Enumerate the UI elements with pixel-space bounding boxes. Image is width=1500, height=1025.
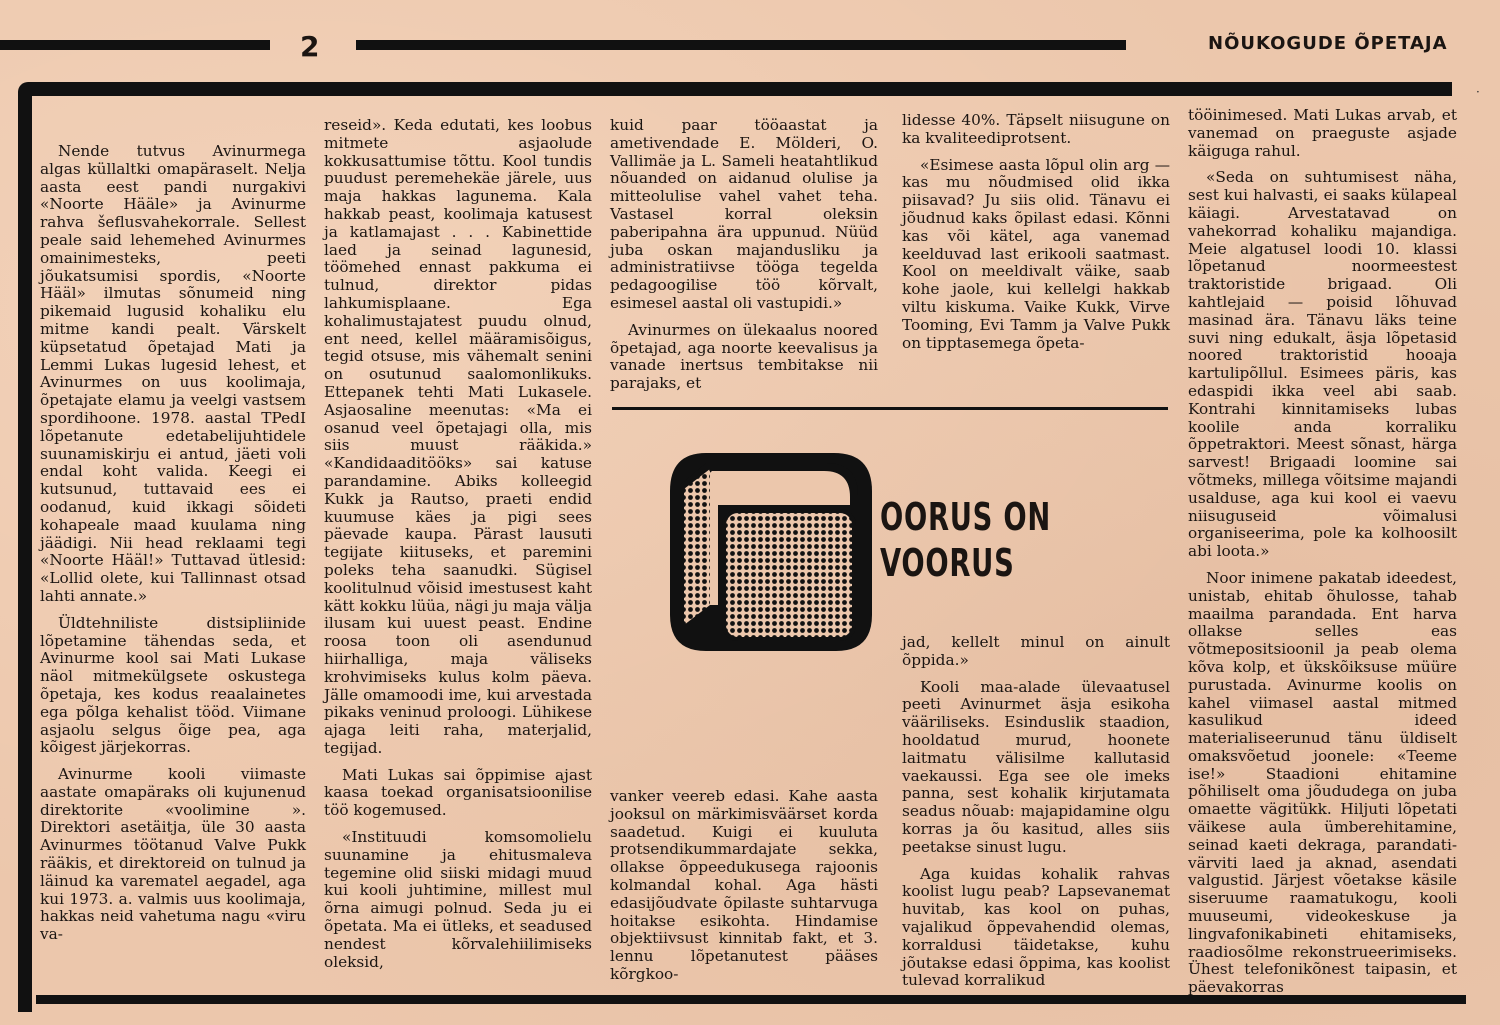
headline-line-1: OORUS ON (880, 495, 1051, 539)
paragraph: Aga kuidas kohalik rahvas koolist lugu peab? Lapsevanemat huvitab, kas kool on puhas, vajalikud õppevahendid olemas, korraldusi täidetakse, kuhu jõutakse edasi õppima, kas koolist tulevad korralikud (902, 864, 1170, 990)
article-column-2 (324, 117, 592, 980)
newspaper-masthead: NÕUKOGUDE ÕPETAJA (1208, 33, 1448, 54)
initial-letter-graphic (666, 445, 876, 655)
paragraph: «Seda on suhtumisest näha, sest kui halvasti, ei saaks külapeal käiagi. Arvestatavad on vahekorrad kohaliku majandiga. Meie algatusel loodi 10. klassi lõpetanud noormeestest traktoristide brigaad. Oli kahtlejaid — poisid lõhuvad masinad ära. Tänavu läks teine suvi ning edukalt, äsja lõpetasid noored traktoristid hooaja kartulipõllul. Esimees päris, kas edaspidi ikka veel abi saab. Kontrahi kinnitamiseks lubas koolile anda korraliku õppetraktori. Meest sõnast, härga sarvest! Brigaadi loomine sai võtmeks, millega võitsime majandi usalduse, aga kui kool ei vaevu niisuguseid võimalusi organiseerima, pole ka kolhoosilt abi loota.» (1188, 168, 1457, 561)
paragraph: «Instituudi komsomolielu suunamine ja ehitusmaleva tegemine olid siiski midagi muud kui kooli juhtimine, millest mul õrna aimugi polnud. Seda ju ei õpetata. Ma ei ütleks, et seadused nendest kõrvalehiilimiseks oleksid, (324, 828, 592, 971)
article-column-4-top (902, 112, 1170, 361)
paragraph: vanker veereb edasi. Kahe aasta jooksul on märkimisväärset korda saadetud. Kuigi ei kuuluta protsendikummardajate sekka, ollakse õppeedukusega rajoonis kolmandal kohal. Aga hästi edasijõudvate õpilaste suhtarvuga hoitakse esikohta. Hindamise objektiivsust kinnitab fakt, et 3. lennu lõpetanutest pääses kõrgkoo- (610, 787, 878, 983)
paragraph: «Esimese aasta lõpul olin arg — kas mu nõudmised olid ikka piisavad? Ju siis olid. Tänavu ei jõudnud kaks õpilast edasi. Kõnni kas või kätel, aga vanemad keelduvad last erikooli saatmast. Kool on meeldivalt väike, saab kohe jaole, kui kellelgi hakkab viltu kiskuma. Vaike Kukk, Virve Tooming, Evi Tamm ja Valve Pukk on tipptasemega õpeta- (902, 155, 1170, 352)
header-rule-center (356, 40, 1126, 50)
page-number: 2 (300, 30, 320, 63)
paragraph: Üldtehniliste distsipliinide lõpetamine tähendas seda, et Avinurme kool sai Mati Lukase näol mitmekülgsete oskustega õpetaja, kes kodus reaalainetes ega põlga kehalist tööd. Viimane asjaolu selgus õige pea, aga kõigest järjekorras. (40, 613, 306, 757)
paragraph: Avinurmes on ülekaalus noored õpetajad, aga noorte keevalisus ja vanade inertsus tembitakse nii parajaks, et (610, 320, 878, 393)
article-column-3-bottom (610, 788, 878, 993)
article-column-5 (1188, 107, 1457, 1006)
frame-top-rule (18, 82, 1452, 96)
paragraph: Avinurme kooli viimaste aastate omapäraks oli kujunenud direktorite «voolimine ». Direktori asetäitja, üle 30 aasta Avinurmes töötanud Valve Pukk rääkis, et direktoreid on tulnud ja läinud ka varematel aegadel, aga kui 1973. a. valmis uus koolimaja, hakkas neid vahetuma nagu «viru va- (40, 765, 306, 944)
margin-mark: · (1476, 85, 1480, 99)
paragraph: Nende tutvus Avinurmega algas küllaltki omapäraselt. Nelja aasta eest pandi nurgakivi «Noorte Hääle» ja Avinurme rahva šeflusvahekorrale. Sellest peale said lehemehed Avinurmes omainimesteks, peeti jõukatsumisi spordis, «Noorte Hääl» ilmutas sõnumeid ning pikemaid lugusid kohaliku elu mitme kandi pealt. Värskelt küpsetatud õpetajad Mati ja Lemmi Lukas lugesid lehest, et Avinurmes on uus koolimaja, õpetajate elamu ja veelgi vastsem spordihoone. 1978. aastal TPedI lõpetanute edetabelijuhtidele suunamiskirju ei antud, jäeti voli endal koht valida. Keegi ei kutsunud, tuttavaid ees ei oodanud, kuid ikkagi sõideti kohapeale maad kuulama ning jäädigi. Nii head reklaami tegi «Noorte Hääl!» Tuttavad ütlesid: «Lollid olete, kui Tallinnast otsad lahti annate.» (40, 142, 306, 605)
paragraph: Kooli maa-alade ülevaatusel peeti Avinurmet äsja esikoha vääriliseks. Esinduslik staadion, hooldatud murud, hoonete laitmatu välisilme kallutasid vaekaussi. Ega see ole imeks panna, sest kohalik kirjutamata seadus nõuab: majapidamine olgu korras ja õu kasitud, alles siis peetakse sinust lugu. (902, 677, 1170, 856)
article-column-3-top (610, 117, 878, 402)
paragraph: kuid paar tööaastat ja ametivendade E. Mölderi, O. Vallimäe ja L. Sameli heatahtlikud nõuanded on aidanud olulise ja mitteolulise vahel vahet teha. Vastasel korral oleksin paberipahna ära uppunud. Nüüd juba oskan majandusliku ja administratiivse tööga tegelda pedagoogilise töö kõrvalt, esimesel aastal oli vastupidi.» (610, 116, 878, 312)
article-headline (880, 494, 1051, 586)
paragraph: jad, kellelt minul on ainult õppida.» (902, 633, 1170, 669)
paragraph: Mati Lukas sai õppimise ajast kaasa toekad organisatsioonilise töö kogemused. (324, 765, 592, 820)
header-rule-left (0, 40, 270, 50)
paragraph: tööinimesed. Mati Lukas arvab, et vanemad on praeguste asjade käiguga rahul. (1188, 106, 1457, 160)
article-column-4-bottom (902, 634, 1170, 999)
section-divider-rule (612, 407, 1168, 410)
headline-line-2: VOORUS (880, 541, 1015, 585)
article-column-1 (40, 143, 306, 953)
paragraph: Noor inimene pakatab ideedest, unistab, ehitab õhulosse, tahab maailma parandada. Ent harva ollakse selles eas võtmepositsioonil ja peab olema kõva kolp, et ükskõiksuse müüre purustada. Avinurme koolis on kahel viimasel aastal mitmed kasulikud ideed materialiseerunud tänu üldiselt omaksvõetud joonele: «Teeme ise!» Staadioni ehitamine põhiliselt oma jõududega on juba omaette vägitükk. Hiljuti lõpetati väikese aula ümberehitamine, seinad kaeti dekraga, parandati-värviti laed ja aknad, asendati valgustid. Järjest võetakse käsile siseruume raamatukogu, kooli muuseumi, videokeskuse ja lingvafonikabineti ehitamiseks, raadiosõlme rekonstrueerimiseks. Ühest telefonikõnest taipasin, et päevakorras (1188, 568, 1457, 997)
paragraph: reseid». Keda edutati, kes loobus mitmete asjaolude kokkusattumise tõttu. Kool tundis puudust peremehekäe järele, uus maja hakkas lagunema. Kala hakkab peast, koolimaja katusest ja katlamajast . . . Kabinettide laed ja seinad lagunesid, töömehed ennast pakkuma ei tulnud, direktor pidas lahkumisplaane. Ega kohalimustajatest puudu olnud, ent need, kellel määramisõigus, tegid otsuse, mis vähemalt senini on osutunud saalomonlikuks. Ettepanek tehti Mati Lukasele. Asjaosaline meenutas: «Ma ei osanud veel õpetajagi olla, mis siis muust rääkida.» «Kandidaaditööks» sai katuse parandamine. Abiks kolleegid Kukk ja Rautso, praeti endid kuumuse käes ja pigi sees päevade kaupa. Pärast lausuti tegijate kiituseks, et paremini poleks teha saanudki. Sügisel koolitulnud võisid imestusest kaht kätt kokku lüüa, nägi ju maja välja ilusam kui uuest peast. Endine roosa toon oli asendunud hiirhalliga, maja väliseks krohvimiseks kulus kolm päeva. Jälle omamoodi ime, kui arvestada pikaks veninud proloogi. Lühikese ajaga leiti raha, materjalid, tegijad. (324, 116, 592, 757)
paragraph: lidesse 40%. Täpselt niisugune on ka kvaliteediprotsent. (902, 111, 1170, 147)
frame-left-rule (18, 82, 32, 1012)
